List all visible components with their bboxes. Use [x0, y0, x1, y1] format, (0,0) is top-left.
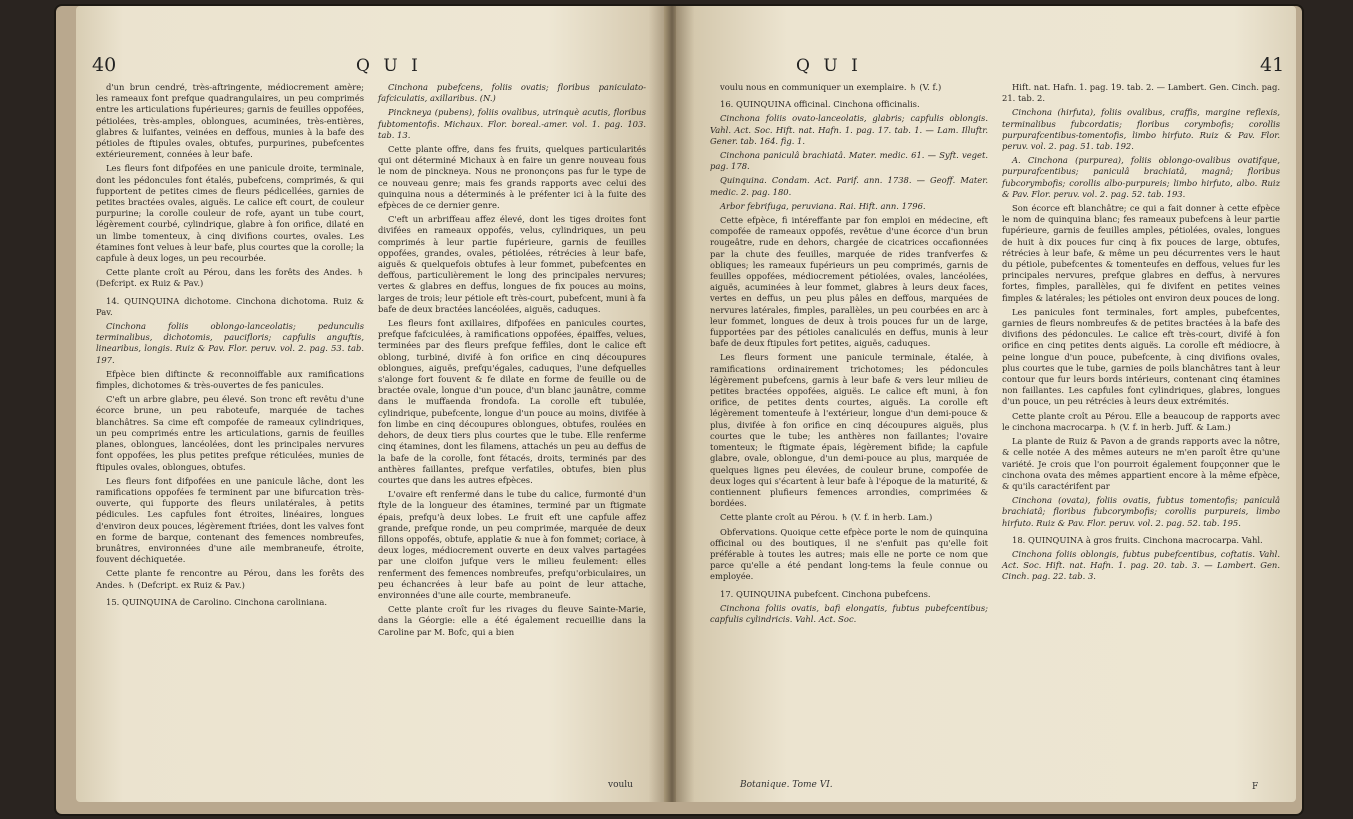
paragraph: 15. QUINQUINA de Carolino. Cinchona caroliniana. — [106, 596, 328, 607]
paragraph: Pinckneya (pubens), foliis ovalibus, utrinquè acutis, floribus fubtomentofis. Michaux. Flor. boreal.-amer. vol. 1. pag. 103. tab. 13. — [378, 107, 646, 140]
paragraph: Cinchona foliis ovato-lanceolatis, glabris; capfulis oblongis. Vahl. Act. Soc. Hift. nat. Hafn. 1. pag. 17. tab. 1. — Lam. Illuftr. Gener. tab. 164. fig. 1. — [710, 113, 988, 146]
signature-mark: F — [1252, 782, 1259, 792]
paragraph: 14. QUINQUINA dichotome. Cinchona dichotoma. Ruiz & Pav. — [96, 295, 364, 317]
paragraph: Les panicules font terminales, fort amples, pubefcentes, garnies de fleurs nombreufes & de petites bractées à la bafe des divifions des pédoncules. Le calice eft très-court, divifé à fon orifice en cinq petites dents aiguës. La corolle eft médiocre, à peine longue d'un pouce, pubefcente, à cinq divifions ovales, plus courtes que le tube, garnies de poils blanchâtres tant à leur contour que fur leurs bords intérieurs, contenant cinq étamines non faillantes. Les capfules font cylindriques, glabres, longues d'un pouce, un peu rétrécies à leurs deux extrémités. — [1002, 306, 1280, 407]
right-running-head: Q U I — [796, 56, 862, 76]
right-column-2 — [1002, 82, 1280, 586]
right-column-1 — [710, 82, 988, 628]
paragraph: Cette plante croît au Pérou. ♄ (V. f. in herb. Lam.) — [720, 512, 933, 523]
paragraph: Cinchona pubefcens, foliis ovatis; floribus paniculato-fafciculatis, axillaribus. (N.) — [378, 82, 646, 104]
paragraph: Son écorce eft blanchâtre; ce qui a fait donner à cette efpèce le nom de quinquina blanc; fes rameaux pubefcens à leur partie fupérieure, garnis de feuilles amples, pétiolées, ovales, longues de huit à dix pouces fur cinq à fix pouces de large, obtufes, rétrécies à leur bafe, & même un peu décurrentes vers le haut du pétiole, pubefcentes & tomenteufes en deffous, velues fur les principales nervures, prefque glabres en deffus, à nervures fortes, fimples, parallèles, qui fe divifent en petites veines fimples & latérales; les pétioles ont environ deux pouces de long. — [1002, 203, 1280, 303]
paragraph: L'ovaire eft renfermé dans le tube du calice, furmonté d'un ftyle de la longueur des étamines, terminé par un ftigmate épais, prefqu'à deux lobes. Le fruit eft une capfule affez grande, prefque ronde, un peu comprimée, marquée de deux fillons oppofés, obtufe, applatie & nue à fon fommet; coriace, à deux loges, médiocrement ouverte en deux valves partagées par une cloifon jufque vers le milieu feulement: elles renferment des femences nombreufes, prefqu'orbiculaires, un peu échancrées à leur bafe au point de leur attache, environnées d'une aile courte, membraneufe. — [378, 489, 646, 600]
paragraph: Efpèce bien diftincte & reconnoiffable aux ramifications fimples, dichotomes & très-ouvertes de fes panicules. — [96, 368, 364, 391]
paragraph: Cette plante croît au Pérou, dans les forêts des Andes. ♄ (Defcript. ex Ruiz & Pav.) — [96, 267, 364, 289]
paragraph: Cette plante croît fur les rivages du fleuve Sainte-Marie, dans la Géorgie: elle a été également recueillie dans la Caroline par M. Bofc, qui a bien — [378, 604, 646, 637]
left-column-2 — [378, 82, 646, 641]
paragraph: Arbor febrifuga, peruviana. Rai. Hift. ann. 1796. — [720, 200, 926, 211]
paragraph: d'un brun cendré, très-aftringente, médiocrement amère; les rameaux font prefque quadrangulaires, un peu comprimés entre les articulations fupérieures; garnis de feuilles oppofées, pétiolées, très-amples, oblongues, acuminées, très-entières, glabres & luifantes, veinées en deffous, munies à la bafe des pétioles de ftipules ovales, obtufes, purpurines, pubefcentes extérieurement, connées à leur bafe. — [96, 82, 364, 160]
signature-line: Botanique. Tome VI. — [740, 780, 833, 790]
paragraph: La plante de Ruiz & Pavon a de grands rapports avec la nôtre, & celle notée A des mêmes auteurs ne m'en paroît être qu'une variété. Je crois que l'on pourroit également foupçonner que le cinchona ovata des mêmes appartient encore à la même efpèce, & qu'ils caractérifent par — [1002, 436, 1280, 491]
right-page — [676, 6, 1296, 802]
left-page-number: 40 — [92, 54, 117, 76]
paragraph: C'eft un arbriffeau affez élevé, dont les tiges droites font divifées en rameaux oppofés, velus, cylindriques, un peu comprimés à leur partie fupérieure, garnis de feuilles oppofées, grandes, ovales, pétiolées, rétrécies à leur bafe, aiguës & quelquefois obtufes à leur fommet, pubefcentes en deffous, particulièrement le long des principales nervures; vertes & glabres en deffus, longues de fix pouces au moins, larges de trois; leur pétiole eft très-court, pubefcent, muni à fa bafe de deux bractées lancéolées, aiguës, caduques. — [378, 214, 646, 314]
paragraph: Cinchona foliis oblongo-lanceolatis; pedunculis terminalibus, dichotomis, paucifloris; capfulis anguftis, linearibus, longis. Ruiz & Pav. Flor. peruv. vol. 2. pag. 53. tab. 197. — [96, 321, 364, 365]
paragraph: Cinchona foliis ovatis, bafi elongatis, fubtus pubefcentibus; capfulis cylindricis. Vahl. Act. Soc. — [710, 602, 988, 624]
paragraph: Les fleurs font difpofées en une panicule lâche, dont les ramifications oppofées fe terminent par une bifurcation très-ouverte, qui fupporte des fleurs unilatérales, à petits pédicules. Les capfules font étroites, linéaires, longues d'environ deux pouces, légèrement ftriées, dont les valves font en forme de barque, contenant des femences nombreufes, brunâtres, environnées d'une aile membraneufe, étroite, fouvent déchiquetée. — [96, 475, 364, 565]
paragraph: 16. QUINQUINA officinal. Cinchona officinalis. — [720, 99, 920, 110]
paragraph: Les fleurs font axillaires, difpofées en panicules courtes, prefque fafciculées, à ramifications oppofées, épaiffes, velues, terminées par des fleurs prefque feffiles, dont le calice eft oblong, turbiné, divifé à fon orifice en cinq découpures oblongues, aiguës, prefqu'égales, caduques, l'une defquelles s'alonge fort fouvent & fe dilate en forme de feuille ou de bractée ovale, longue d'un pouce, d'un blanc jaunâtre, comme dans le muffaenda frondofa. La corolle eft tubulée, cylindrique, pubefcente, longue d'un pouce au moins, divifée à fon limbe en cinq découpures oblongues, obtufes, roulées en dehors, de deux tiers plus courtes que le tube. Elle renferme cinq étamines, dont les filamens, attachés un peu au deffus de la bafe de la corolle, font fétacés, droits, terminés par des anthères faillantes, prefque verfatiles, obtufes, bien plus courtes que dans les autres efpèces. — [378, 318, 646, 485]
paragraph: Cette plante fe rencontre au Pérou, dans les forêts des Andes. ♄ (Defcript. ex Ruiz & Pav.) — [96, 568, 364, 590]
paragraph: Cinchona foliis oblongis, fubtus pubefcentibus, coftatis. Vahl. Act. Soc. Hift. nat. Hafn. 1. pag. 20. tab. 3. — Lambert. Gen. Cinch. pag. 22. tab. 3. — [1002, 548, 1280, 582]
left-column-1 — [96, 82, 364, 611]
paragraph: Quinquina. Condam. Act. Parif. ann. 1738. — Geoff. Mater. medic. 2. pag. 180. — [710, 175, 988, 197]
right-page-number: 41 — [1260, 54, 1285, 76]
paragraph: Obfervations. Quoique cette efpèce porte le nom de quinquina officinal ou des boutiques, il ne s'enfuit pas qu'elle foit préférable à toutes les autres; mais elle ne porte ce nom que parce qu'elle a été pendant long-tems la feule connue ou employée. — [710, 526, 988, 582]
paragraph: Cinchona paniculâ brachiatâ. Mater. medic. 61. — Syft. veget. pag. 178. — [710, 150, 988, 172]
paragraph: Cinchona (ovata), foliis ovatis, fubtus tomentofis; paniculâ brachiatâ; floribus fubcorymbofis; corollis purpureis, limbo hirfuto. Ruiz & Pav. Flor. peruv. vol. 2. pag. 52. tab. 195. — [1002, 495, 1280, 528]
left-running-head: Q U I — [356, 56, 422, 76]
paragraph: Les fleurs forment une panicule terminale, étalée, à ramifications ordinairement trichotomes; les pédoncules légèrement pubefcens, garnis à leur bafe & vers leur milieu de petites bractées oppofées, aiguës. Le calice eft muni, à fon orifice, de petites dents courtes, aiguës. La corolle eft légèrement tomenteufe à l'extérieur, longue d'un demi-pouce & plus, divifée à fon orifice en cinq découpures aiguës, plus courtes que le tube; les anthères non faillantes; l'ovaire tomenteux; le ftigmate épais, légèrement bifide; la capfule glabre, ovale, oblongue, d'un demi-pouce au plus, marquée de quelques lignes peu élevées, de couleur brune, compofée de deux loges qui s'écartent à leur bafe à l'époque de la maturité, & contiennent plufieurs femences arrondies, comprimées & bordées. — [710, 352, 988, 509]
paragraph: Cette plante offre, dans fes fruits, quelques particularités qui ont déterminé Michaux à en faire un genre nouveau fous le nom de pinckneya. Nous ne prononçons pas fur le type de ce nouveau genre; mais fes grands rapports avec celui des quinquina nous a déterminés à le préfenter ici à la fuite des efpèces de ce dernier genre. — [378, 144, 646, 211]
paragraph: A. Cinchona (purpurea), foliis oblongo-ovalibus ovatifque, purpurafcentibus; paniculâ brachiatâ, magnâ; floribus fubcorymbofis; corollis albo-purpureis; limbo hirfuto, albo. Ruiz & Pav. Flor. peruv. vol. 2. pag. 52. tab. 193. — [1002, 155, 1280, 199]
paragraph: voulu nous en communiquer un exemplaire. ♄ (V. f.) — [720, 82, 942, 92]
left-page — [76, 6, 666, 802]
paragraph: Les fleurs font difpofées en une panicule droite, terminale, dont les pédoncules font étalés, pubefcens, comprimés, & qui fupportent de petites cimes de fleurs pédicellées, garnies de petites bractées ovales, aiguës. Le calice eft court, de couleur purpurine; la corolle couleur de rofe, ayant un tube court, légèrement courbé, cylindrique, glabre à fon orifice, dilaté en un limbe tomenteux, à cinq divifions courtes, ovales. Les étamines font velues à leur bafe, plus courtes que la corolle; la capfule à deux loges, un peu recourbée. — [96, 163, 364, 264]
paragraph: Cette plante croît au Pérou. Elle a beaucoup de rapports avec le cinchona macrocarpa. ♄ (V. f. in herb. Juff. & Lam.) — [1002, 410, 1280, 432]
paragraph: Cinchona (hirfuta), foliis ovalibus, craffis, margine reflexis, terminalibus fubcordatis; floribus corymbofis; corollis purpurafcentibus-tomentofis, limbo hirfuto. Ruiz & Pav. Flor. peruv. vol. 2. pag. 51. tab. 192. — [1002, 107, 1280, 152]
paragraph: C'eft un arbre glabre, peu élevé. Son tronc eft revêtu d'une écorce brune, un peu raboteufe, marquée de taches blanchâtres. Sa cime eft compofée de rameaux cylindriques, un peu comprimés entre les articulations, garnis de feuilles planes, oblongues, lancéolées, dont les principales nervures font oppofées, les plus petites prefque réticulées, munies de ftipules ovales, oblongues, obtufes. — [96, 394, 364, 472]
left-catchword: voulu — [608, 780, 633, 790]
paragraph: Hift. nat. Hafn. 1. pag. 19. tab. 2. — Lambert. Gen. Cinch. pag. 21. tab. 2. — [1002, 82, 1280, 104]
paragraph: 18. QUINQUINA à gros fruits. Cinchona macrocarpa. Vahl. — [1012, 534, 1263, 545]
paragraph: Cette efpèce, fi intéreffante par fon emploi en médecine, eft compofée de rameaux oppofés, revêtue d'une écorce d'un brun rougeâtre, rude en dehors, chargée de cicatrices occafionnées par la chute des feuilles, marquée de rides tranfverfes & obliques; les rameaux fupérieurs un peu comprimés, garnis de feuilles oppofées, médiocrement pétiolées, ovales, lancéolées, aiguës, acuminées à leur fommet, glabres à leurs deux faces, vertes en deffus, un peu plus pâles en deffous, marquées de nervures latérales, fimples, parallèles, un peu courbées en arc à leur fommet, longues de deux à trois pouces fur un de large, fupportées par des pétioles canaliculés en deffus, munis à leur bafe de deux ftipules fort petites, aiguës, caduques. — [710, 215, 988, 349]
paragraph: 17. QUINQUINA pubefcent. Cinchona pubefcens. — [720, 588, 931, 599]
